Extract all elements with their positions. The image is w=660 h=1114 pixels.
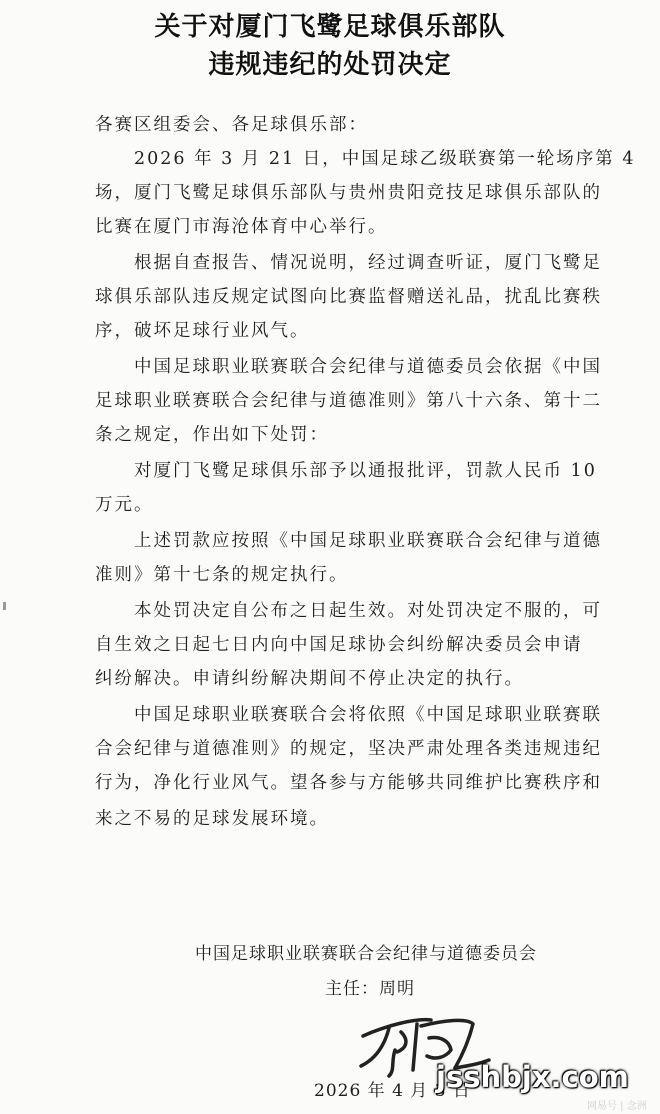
body-line: 合会纪律与道德准则》的规定，坚决严肃处理各类违规违纪 xyxy=(95,739,602,759)
site-watermark: jsshbjx.com xyxy=(436,1060,629,1094)
director-line: 主任：周明 xyxy=(325,979,415,999)
body-line: 球俱乐部队违反规定试图向比赛监督赠送礼品，扰乱比赛秩 xyxy=(95,287,602,307)
body-line: 各赛区组委会、各足球俱乐部： xyxy=(95,115,368,135)
body-line: 纠纷解决。申请纠纷解决期间不停止决定的执行。 xyxy=(95,669,524,689)
body-line: 上述罚款应按照《中国足球职业联赛联合会纪律与道德 xyxy=(95,531,602,551)
source-tag: 网易号 | 念洲 xyxy=(587,1101,647,1112)
body-line: 条之规定，作出如下处罚： xyxy=(95,425,329,445)
document-title-line-1: 关于对厦门飞鹭足球俱乐部队 xyxy=(154,12,506,42)
body-line: 中国足球职业联赛联合会将依照《中国足球职业联赛联 xyxy=(95,705,602,725)
issuer-name: 中国足球职业联赛联合会纪律与道德委员会 xyxy=(195,944,537,964)
body-line: 本处罚决定自公布之日起生效。对处罚决定不服的，可 xyxy=(95,601,602,621)
body-line: 准则》第十七条的规定执行。 xyxy=(95,565,349,585)
document-title-line-2: 违规违纪的处罚决定 xyxy=(208,50,452,80)
body-line: 比赛在厦门市海沧体育中心举行。 xyxy=(95,217,388,237)
scan-edge-mark xyxy=(3,602,6,610)
body-line: 场，厦门飞鹭足球俱乐部队与贵州贵阳竞技足球俱乐部队的 xyxy=(95,183,602,203)
body-line: 万元。 xyxy=(95,495,154,515)
body-line: 2026 年 3 月 21 日，中国足球乙级联赛第一轮场序第 4 xyxy=(95,149,636,169)
body-line: 来之不易的足球发展环境。 xyxy=(95,809,329,829)
body-line: 行为，净化行业风气。望各参与方能够共同维护比赛秩序和 xyxy=(95,773,602,793)
body-line: 中国足球职业联赛联合会纪律与道德委员会依据《中国 xyxy=(95,357,602,377)
body-line: 对厦门飞鹭足球俱乐部予以通报批评，罚款人民币 10 xyxy=(95,461,597,481)
body-line: 自生效之日起七日内向中国足球协会纠纷解决委员会申请 xyxy=(95,635,583,655)
body-line: 根据自查报告、情况说明，经过调查听证，厦门飞鹭足 xyxy=(95,253,602,273)
body-line: 足球职业联赛联合会纪律与道德准则》第八十六条、第十二 xyxy=(95,391,602,411)
document-date: 2026 年 4 月 3 日 xyxy=(314,1081,471,1101)
body-line: 序，破坏足球行业风气。 xyxy=(95,321,310,341)
